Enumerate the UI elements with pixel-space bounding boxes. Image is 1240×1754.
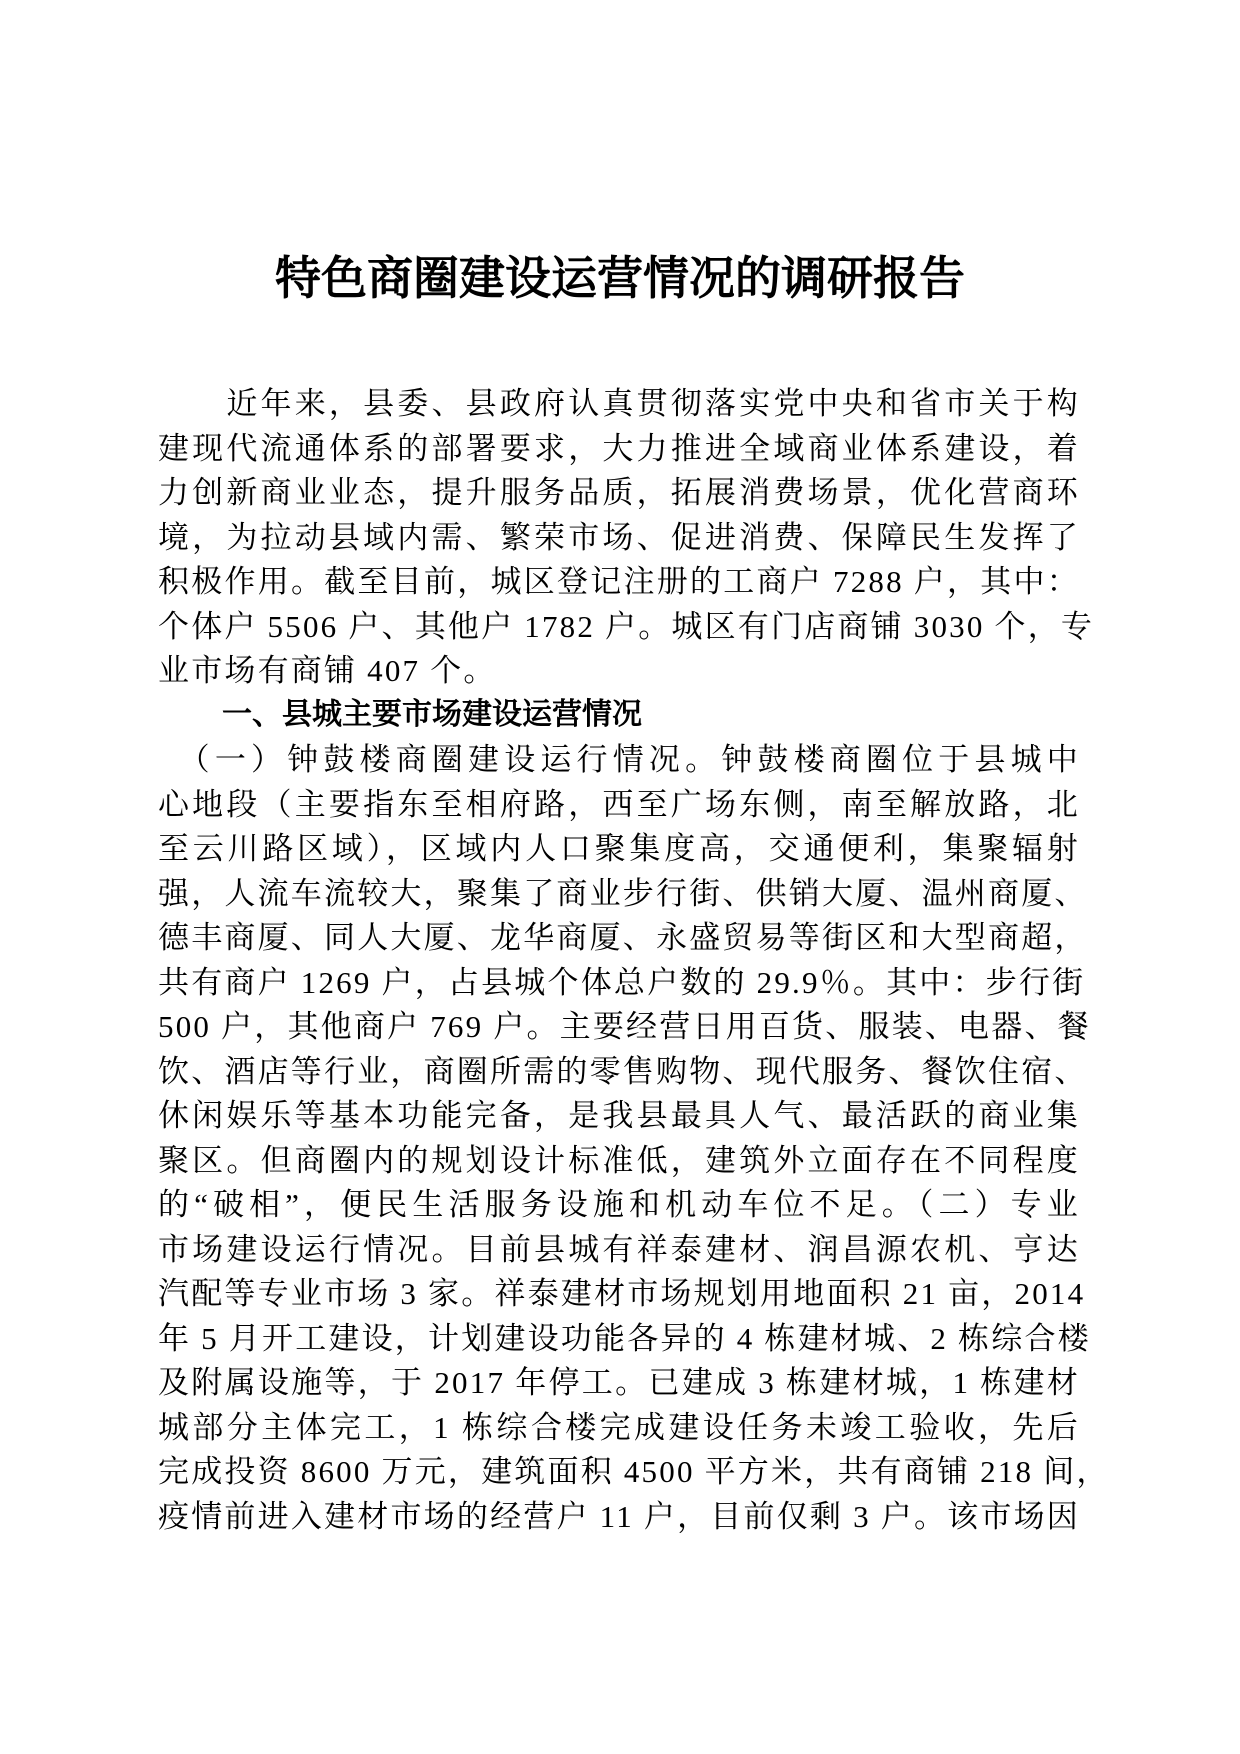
text-line: 的“破相”，便民生活服务设施和机动车位不足。（二）专业 xyxy=(158,1187,1080,1222)
document-title: 特色商圈建设运营情况的调研报告 xyxy=(275,251,965,305)
text-line: 至云川路区域），区域内人口聚集度高，交通便利，集聚辐射 xyxy=(158,831,1080,866)
text-line: 及附属设施等，于 2017 年停工。已建成 3 栋建材城，1 栋建材 xyxy=(158,1365,1080,1400)
text-line: 500 户，其他商户 769 户。主要经营日用百货、服装、电器、餐 xyxy=(158,1009,1091,1044)
text-line: 建现代流通体系的部署要求，大力推进全域商业体系建设，着 xyxy=(158,430,1080,466)
text-line: 共有商户 1269 户，占县城个体总户数的 29.9％。其中：步行街 xyxy=(158,964,1086,1000)
intro-paragraph xyxy=(158,382,1095,694)
text-line: 城部分主体完工，1 栋综合楼完成建设任务未竣工验收，先后 xyxy=(158,1409,1080,1445)
text-line: 积极作用。截至目前，城区登记注册的工商户 7288 户，其中： xyxy=(158,564,1080,599)
text-line: （一）钟鼓楼商圈建设运行情况。钟鼓楼商圈位于县城中 xyxy=(158,742,1080,777)
text-line: 完成投资 8600 万元，建筑面积 4500 平方米，共有商铺 218 间， xyxy=(158,1454,1110,1489)
text-line: 汽配等专业市场 3 家。祥泰建材市场规划用地面积 21 亩，2014 xyxy=(158,1276,1086,1311)
section-heading-1: 一、县城主要市场建设运营情况 xyxy=(222,697,642,732)
text-line: 休闲娱乐等基本功能完备，是我县最具人气、最活跃的商业集 xyxy=(158,1098,1080,1133)
text-line: 力创新商业业态，提升服务品质，拓展消费场景，优化营商环 xyxy=(158,475,1080,510)
text-line: 聚区。但商圈内的规划设计标准低，建筑外立面存在不同程度 xyxy=(158,1142,1080,1178)
text-line: 市场建设运行情况。目前县城有祥泰建材、润昌源农机、亨达 xyxy=(158,1231,1080,1267)
text-line: 心地段（主要指东至相府路，西至广场东侧，南至解放路，北 xyxy=(158,786,1080,822)
text-line: 德丰商厦、同人大厦、龙华商厦、永盛贸易等街区和大型商超， xyxy=(158,920,1088,955)
text-line: 强，人流车流较大，聚集了商业步行街、供销大厦、温州商厦、 xyxy=(158,875,1088,911)
text-line: 饮、酒店等行业，商圈所需的零售购物、现代服务、餐饮住宿、 xyxy=(158,1053,1088,1089)
text-line: 个体户 5506 户、其他户 1782 户。城区有门店商铺 3030 个，专 xyxy=(158,608,1095,644)
text-line: 疫情前进入建材市场的经营户 11 户，目前仅剩 3 户。该市场因 xyxy=(158,1498,1080,1534)
section1-paragraph xyxy=(158,738,1110,1539)
text-line: 业市场有商铺 407 个。 xyxy=(158,653,497,688)
text-line: 近年来，县委、县政府认真贯彻落实党中央和省市关于构 xyxy=(158,386,1080,421)
text-line: 年 5 月开工建设，计划建设功能各异的 4 栋建材城、2 栋综合楼 xyxy=(158,1320,1091,1356)
text-line: 境，为拉动县域内需、繁荣市场、促进消费、保障民生发挥了 xyxy=(158,519,1080,555)
